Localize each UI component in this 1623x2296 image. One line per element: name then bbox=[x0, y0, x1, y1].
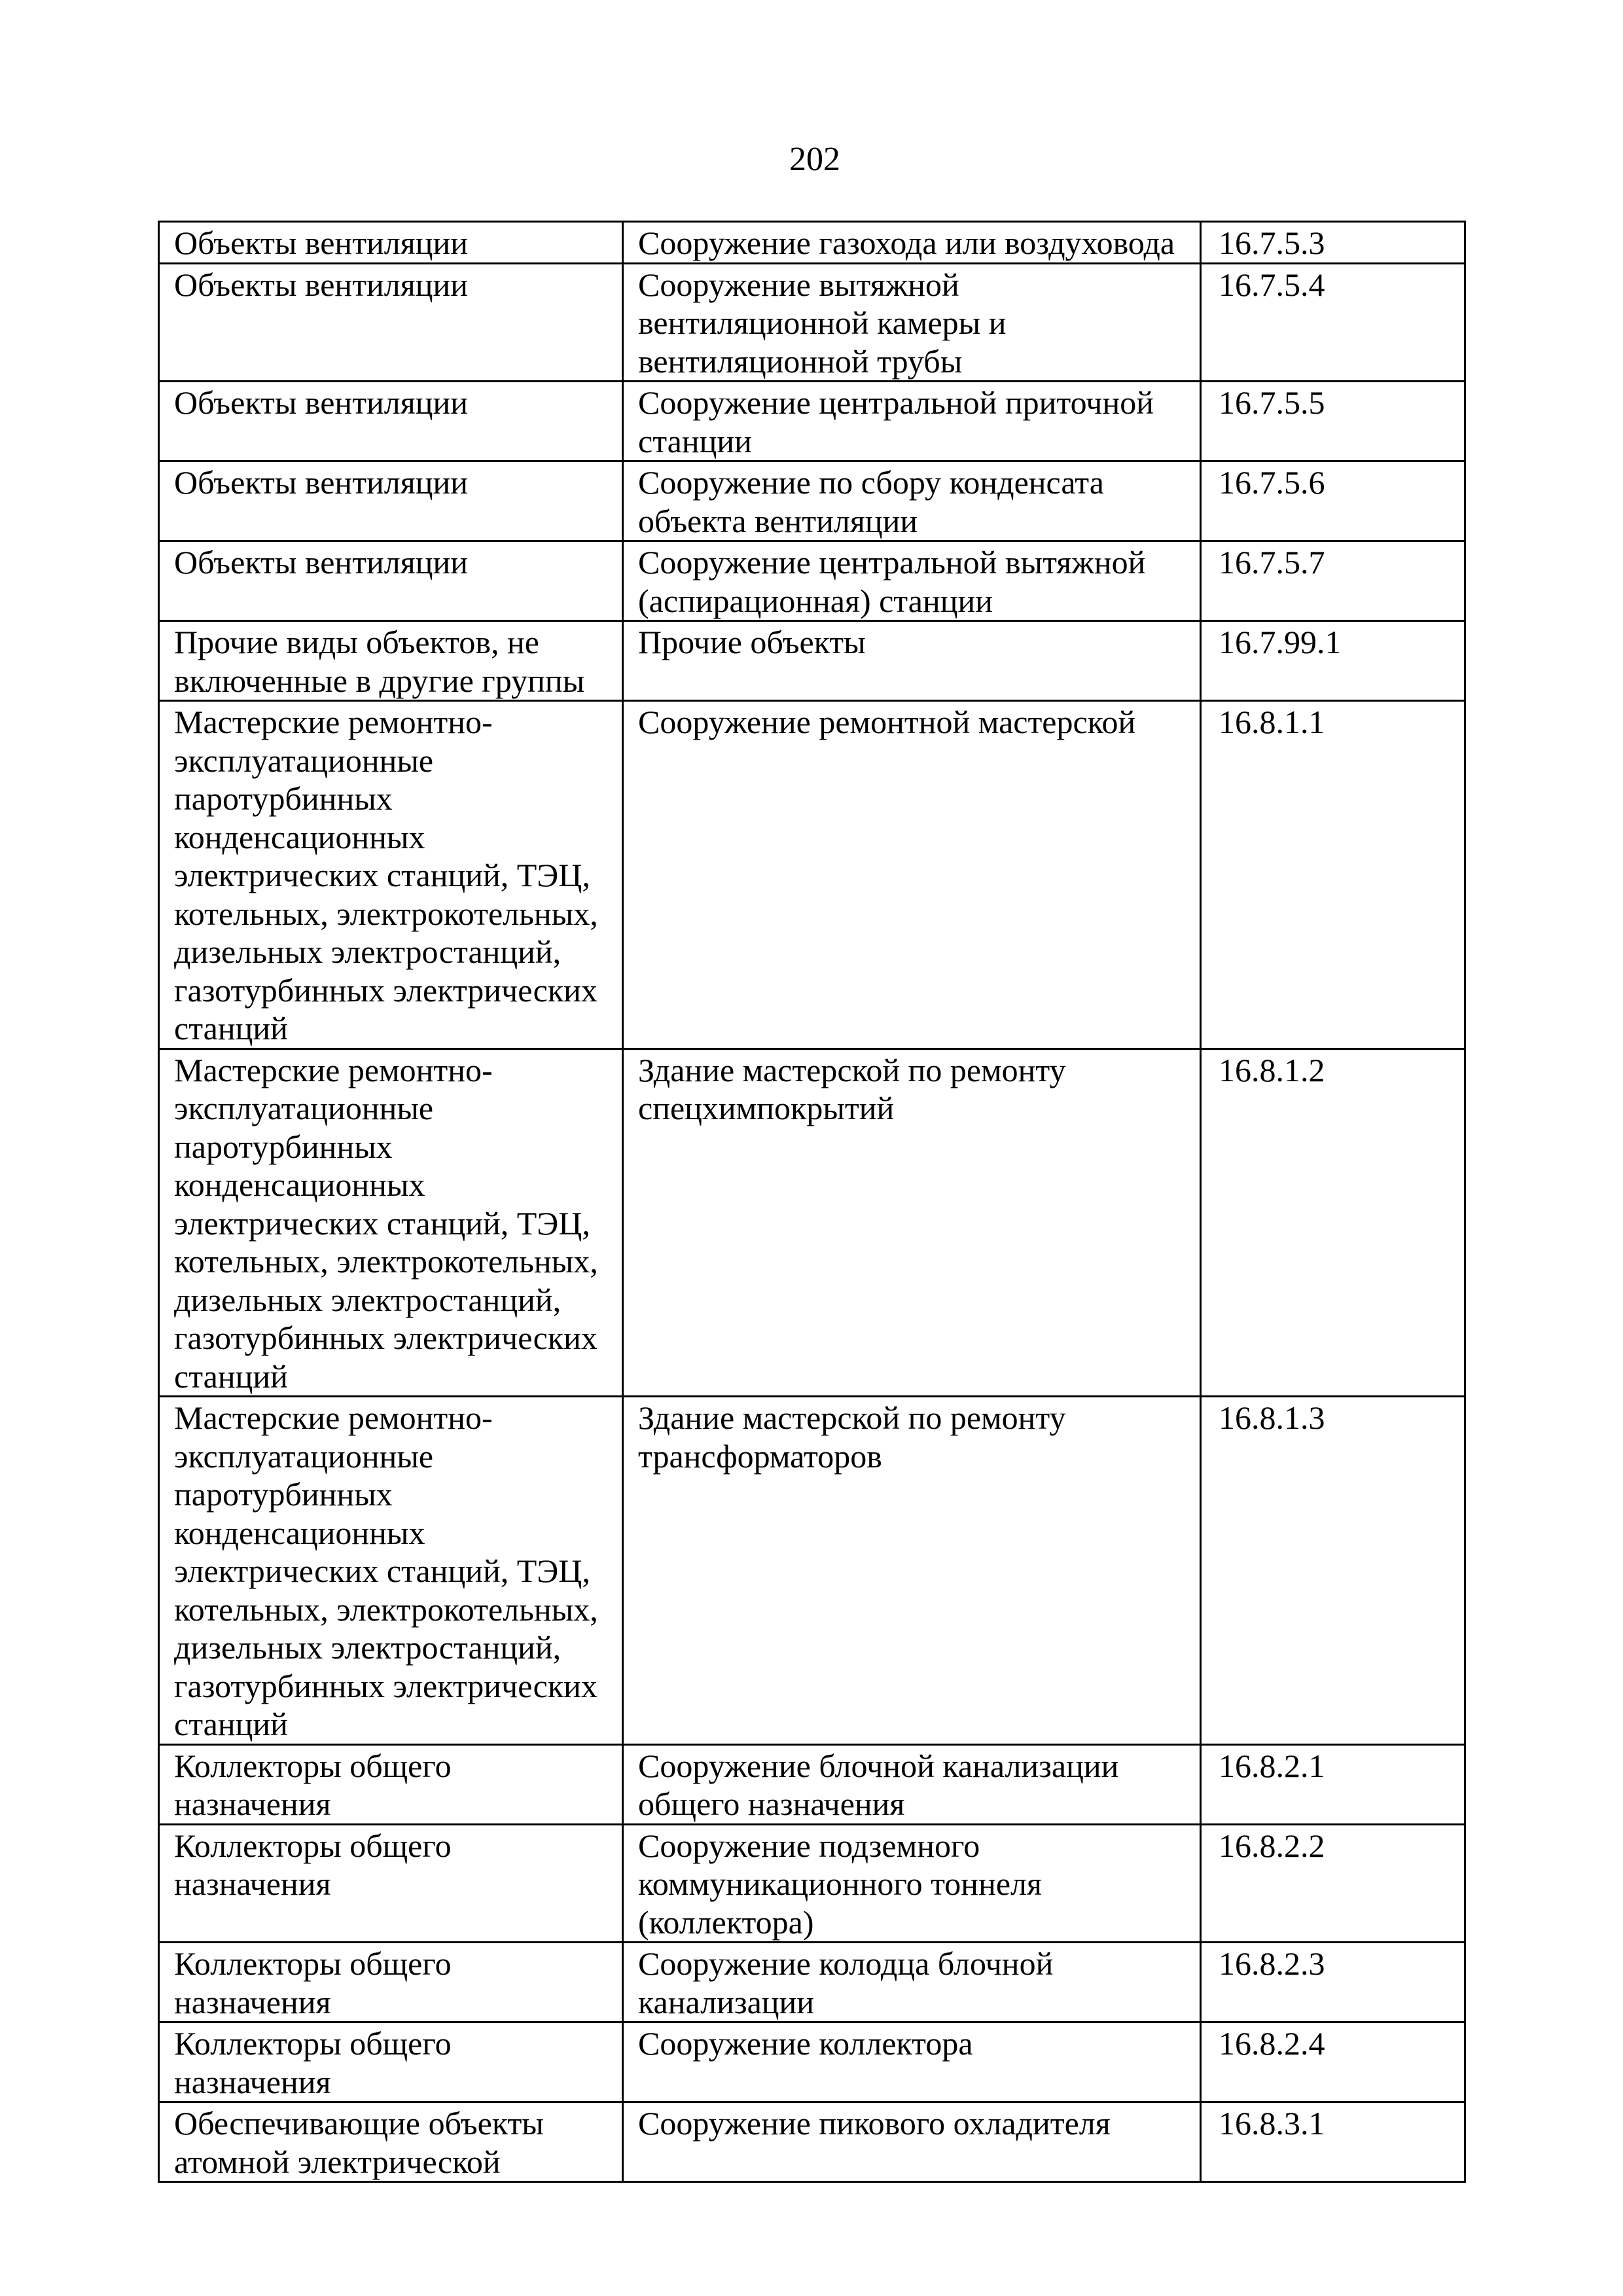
table-row bbox=[159, 461, 1465, 541]
table-row bbox=[159, 541, 1465, 621]
object-cell: Сооружение центральной вытяжной (аспирационная) станции bbox=[623, 541, 1201, 621]
group-cell: Объекты вентиляции bbox=[159, 382, 623, 461]
table-row bbox=[159, 701, 1465, 1049]
group-cell: Мастерские ремонтно-эксплуатационные паротурбинных конденсационных электрических станций, ТЭЦ, котельных, электрокотельных, дизельных электростанций, газотурбинных электрических станций bbox=[159, 701, 623, 1049]
code-cell: 16.7.99.1 bbox=[1201, 621, 1465, 701]
table-row bbox=[159, 621, 1465, 701]
table-row bbox=[159, 1049, 1465, 1397]
object-cell: Прочие объекты bbox=[623, 621, 1201, 701]
code-cell: 16.7.5.3 bbox=[1201, 222, 1465, 264]
object-cell: Сооружение по сбору конденсата объекта вентиляции bbox=[623, 461, 1201, 541]
code-cell: 16.8.3.1 bbox=[1201, 2102, 1465, 2182]
table-row bbox=[159, 222, 1465, 264]
table-body bbox=[159, 222, 1465, 2182]
object-cell: Сооружение пикового охладителя bbox=[623, 2102, 1201, 2182]
object-cell: Сооружение центральной приточной станции bbox=[623, 382, 1201, 461]
table-row bbox=[159, 1397, 1465, 1745]
table-row bbox=[159, 1943, 1465, 2022]
group-cell: Мастерские ремонтно-эксплуатационные паротурбинных конденсационных электрических станций, ТЭЦ, котельных, электрокотельных, дизельных электростанций, газотурбинных электрических станций bbox=[159, 1397, 623, 1745]
code-cell: 16.7.5.6 bbox=[1201, 461, 1465, 541]
table-row bbox=[159, 1744, 1465, 1824]
group-cell: Прочие виды объектов, не включенные в другие группы bbox=[159, 621, 623, 701]
code-cell: 16.8.1.1 bbox=[1201, 701, 1465, 1049]
code-cell: 16.7.5.5 bbox=[1201, 382, 1465, 461]
table-row bbox=[159, 2022, 1465, 2102]
code-cell: 16.8.1.2 bbox=[1201, 1049, 1465, 1397]
table-row bbox=[159, 382, 1465, 461]
code-cell: 16.7.5.7 bbox=[1201, 541, 1465, 621]
group-cell: Обеспечивающие объекты атомной электрической bbox=[159, 2102, 623, 2182]
code-cell: 16.8.2.2 bbox=[1201, 1824, 1465, 1943]
code-cell: 16.8.2.4 bbox=[1201, 2022, 1465, 2102]
table-row bbox=[159, 263, 1465, 382]
object-cell: Сооружение ремонтной мастерской bbox=[623, 701, 1201, 1049]
group-cell: Коллекторы общего назначения bbox=[159, 1744, 623, 1824]
group-cell: Объекты вентиляции bbox=[159, 541, 623, 621]
object-cell: Здание мастерской по ремонту спецхимпокрытий bbox=[623, 1049, 1201, 1397]
group-cell: Мастерские ремонтно-эксплуатационные паротурбинных конденсационных электрических станций, ТЭЦ, котельных, электрокотельных, дизельных электростанций, газотурбинных электрических станций bbox=[159, 1049, 623, 1397]
object-cell: Сооружение блочной канализации общего назначения bbox=[623, 1744, 1201, 1824]
group-cell: Объекты вентиляции bbox=[159, 461, 623, 541]
classification-table bbox=[158, 221, 1466, 2183]
object-cell: Сооружение коллектора bbox=[623, 2022, 1201, 2102]
object-cell: Сооружение подземного коммуникационного тоннеля (коллектора) bbox=[623, 1824, 1201, 1943]
code-cell: 16.8.1.3 bbox=[1201, 1397, 1465, 1745]
group-cell: Коллекторы общего назначения bbox=[159, 1824, 623, 1943]
table-row bbox=[159, 1824, 1465, 1943]
object-cell: Сооружение вытяжной вентиляционной камеры и вентиляционной трубы bbox=[623, 263, 1201, 382]
code-cell: 16.8.2.3 bbox=[1201, 1943, 1465, 2022]
group-cell: Объекты вентиляции bbox=[159, 222, 623, 264]
group-cell: Коллекторы общего назначения bbox=[159, 1943, 623, 2022]
table-row bbox=[159, 2102, 1465, 2182]
object-cell: Сооружение колодца блочной канализации bbox=[623, 1943, 1201, 2022]
page-number: 202 bbox=[789, 141, 840, 178]
group-cell: Объекты вентиляции bbox=[159, 263, 623, 382]
code-cell: 16.7.5.4 bbox=[1201, 263, 1465, 382]
object-cell: Здание мастерской по ремонту трансформаторов bbox=[623, 1397, 1201, 1745]
object-cell: Сооружение газохода или воздуховода bbox=[623, 222, 1201, 264]
group-cell: Коллекторы общего назначения bbox=[159, 2022, 623, 2102]
code-cell: 16.8.2.1 bbox=[1201, 1744, 1465, 1824]
